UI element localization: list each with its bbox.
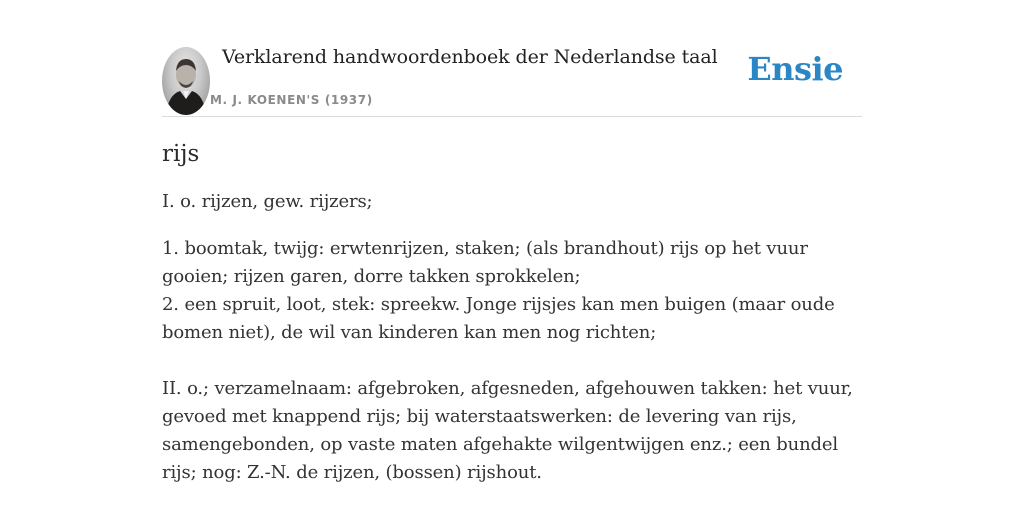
entry-intro: I. o. rijzen, gew. rijzers;: [162, 191, 373, 212]
entry-sense-2: 2. een spruit, loot, stek: spreekw. Jonge rijsjes kan men buigen (maar oude bomen niet), de wil van kinderen kan men nog richten;: [162, 294, 835, 343]
sense-divider: [162, 347, 862, 375]
book-author: M. J. KOENEN'S (1937): [210, 93, 373, 107]
entry-headword: rijs: [162, 141, 200, 167]
author-portrait-icon: [162, 47, 210, 115]
book-header: [162, 40, 862, 117]
dictionary-entry: [162, 136, 862, 487]
entry-senses: [162, 235, 862, 487]
entry-sense-3: II. o.; verzamelnaam: afgebroken, afgesneden, afgehouwen takken: het vuur, gevoed met knappend rijs; bij waterstaatswerken: de levering van rijs, samengebonden, op vaste maten afgehakte wilgentwijgen enz.; een bundel rijs; nog: Z.-N. de rijzen, (bossen) rijshout.: [162, 378, 853, 483]
entry-sense-1: 1. boomtak, twijg: erwtenrijzen, staken; (als brandhout) rijs op het vuur gooien; rijzen garen, dorre takken sprokkelen;: [162, 238, 808, 287]
brand-logo-link[interactable]: Ensie: [747, 50, 843, 88]
book-title: Verklarend handwoordenboek der Nederlandse taal: [222, 46, 718, 68]
